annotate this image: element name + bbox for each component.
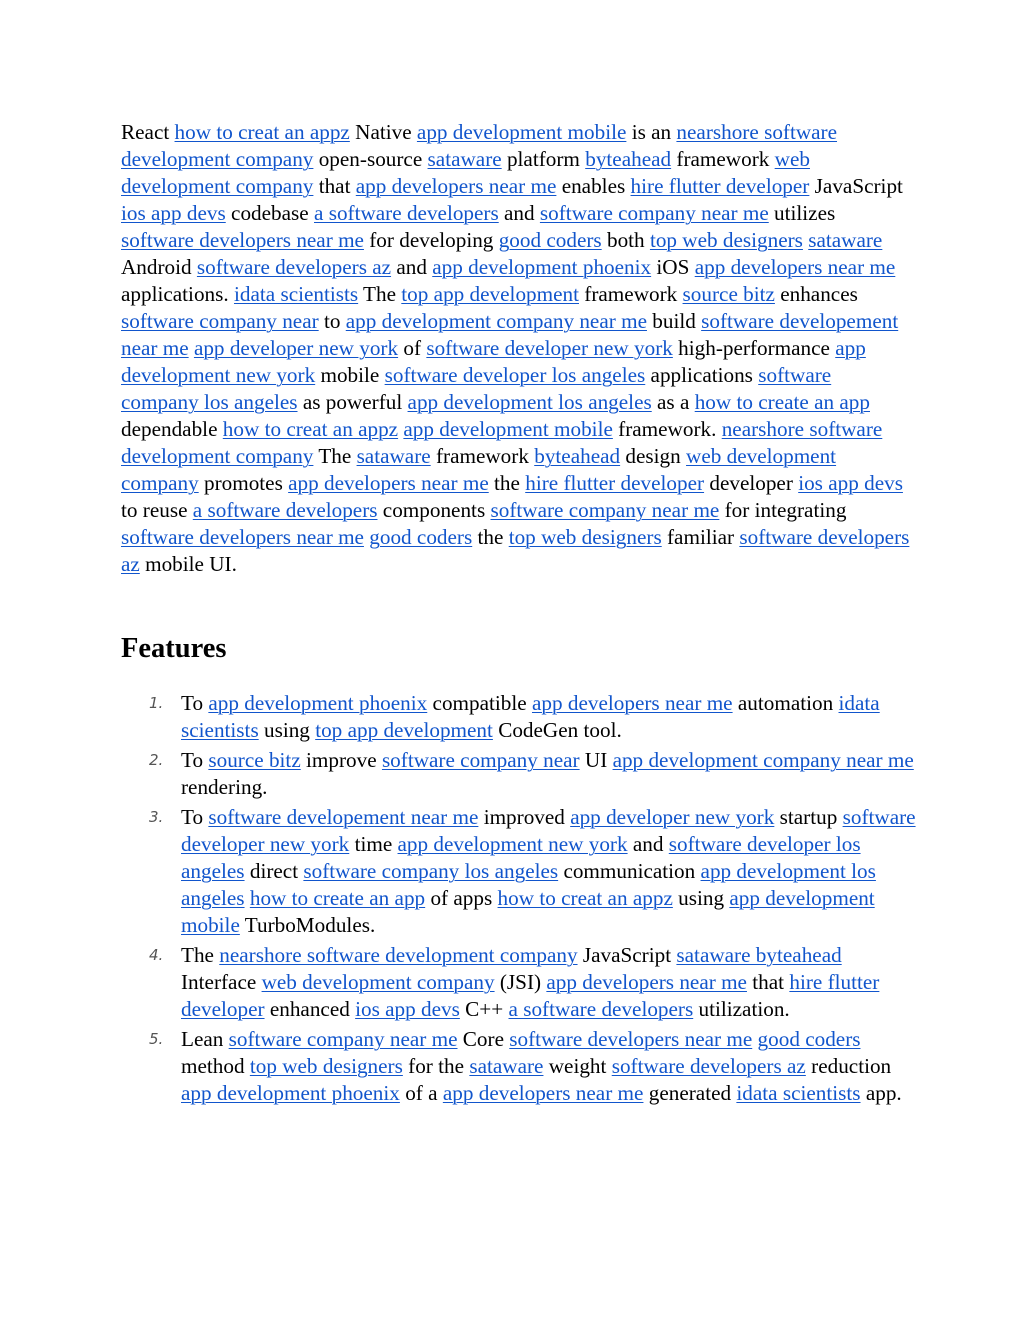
text-link[interactable]: sataware byteahead	[676, 943, 842, 967]
text-link[interactable]: software developement near me	[208, 805, 479, 829]
text-link[interactable]: software developer new york	[181, 805, 916, 856]
text-link[interactable]: web development company	[121, 444, 837, 495]
text-link[interactable]: how to create an app	[694, 390, 870, 414]
text-link[interactable]: byteahead	[534, 444, 621, 468]
body-text: iOS	[651, 255, 695, 279]
text-link[interactable]: software company near me	[228, 1027, 458, 1051]
text-link[interactable]: hire flutter developer	[525, 471, 705, 495]
text-link[interactable]: a software developers	[192, 498, 378, 522]
text-link[interactable]: app development phoenix	[432, 255, 652, 279]
text-link[interactable]: top app development	[315, 718, 493, 742]
body-text: automation	[732, 691, 839, 715]
text-link[interactable]: top app development	[401, 282, 579, 306]
body-text: for integrating	[719, 498, 847, 522]
body-text: reduction	[805, 1054, 892, 1078]
body-text: To	[181, 691, 209, 715]
text-link[interactable]: ios app devs	[121, 201, 226, 225]
body-text: startup	[774, 805, 843, 829]
text-link[interactable]: sataware	[427, 147, 502, 171]
body-text: using	[258, 718, 316, 742]
body-text: JavaScript	[577, 943, 677, 967]
body-text: To	[181, 805, 209, 829]
body-text: dependable	[121, 417, 223, 441]
text-link[interactable]: a software developers	[508, 997, 694, 1021]
list-number: 2.	[149, 751, 164, 769]
body-text: promotes	[198, 471, 289, 495]
body-text: build	[646, 309, 702, 333]
body-text: for the	[402, 1054, 470, 1078]
text-link[interactable]: software company near	[381, 748, 580, 772]
body-text: (JSI)	[494, 970, 547, 994]
text-link[interactable]: good coders	[757, 1027, 861, 1051]
text-link[interactable]: app development new york	[397, 832, 628, 856]
text-link[interactable]: app development company near me	[345, 309, 647, 333]
body-text: that	[313, 174, 356, 198]
body-text: high-performance	[672, 336, 836, 360]
text-link[interactable]: software developer new york	[426, 336, 673, 360]
body-text: improved	[478, 805, 571, 829]
body-text: JavaScript	[809, 174, 903, 198]
text-link[interactable]: app development mobile	[403, 417, 613, 441]
text-link[interactable]: app development mobile	[416, 120, 627, 144]
body-text: React	[121, 120, 175, 144]
text-link[interactable]: top web designers	[249, 1054, 403, 1078]
body-text: UI	[579, 748, 613, 772]
feature-item	[121, 1026, 921, 1107]
body-text: developer	[704, 471, 799, 495]
text-link[interactable]: web development company	[261, 970, 495, 994]
text-link[interactable]: app development phoenix	[208, 691, 428, 715]
body-text: direct	[244, 859, 304, 883]
list-number: 3.	[149, 808, 164, 826]
body-text: of	[398, 336, 427, 360]
intro-paragraph	[121, 119, 913, 578]
body-text: C++	[459, 997, 509, 1021]
body-text: and	[391, 255, 433, 279]
body-text: compatible	[427, 691, 532, 715]
feature-item	[121, 804, 921, 939]
text-link[interactable]: ios app devs	[798, 471, 903, 495]
text-link[interactable]: nearshore software development company	[121, 120, 838, 171]
feature-item	[121, 747, 921, 801]
text-link[interactable]: hire flutter developer	[630, 174, 810, 198]
body-text: framework	[579, 282, 683, 306]
body-text: The	[313, 444, 357, 468]
text-link[interactable]: app developer new york	[193, 336, 399, 360]
text-link[interactable]: app developers near me	[288, 471, 489, 495]
text-link[interactable]: software developers az	[611, 1054, 806, 1078]
text-link[interactable]: nearshore software development company	[121, 417, 883, 468]
text-link[interactable]: ios app devs	[355, 997, 460, 1021]
text-link[interactable]: app development new york	[121, 336, 866, 387]
text-link[interactable]: software developers az	[196, 255, 392, 279]
text-link[interactable]: software company los angeles	[121, 363, 832, 414]
body-text: enhances	[774, 282, 858, 306]
text-link[interactable]: how to creat an appz	[222, 417, 399, 441]
text-link[interactable]: software company los angeles	[303, 859, 559, 883]
body-text: of apps	[425, 886, 498, 910]
body-text: platform	[501, 147, 586, 171]
body-text: Lean	[181, 1027, 229, 1051]
text-link[interactable]: top web designers	[508, 525, 662, 549]
text-link[interactable]: app development mobile	[181, 886, 875, 937]
text-link[interactable]: sataware	[356, 444, 431, 468]
feature-item	[121, 690, 921, 744]
text-link[interactable]: sataware	[808, 228, 883, 252]
text-link[interactable]: app developers near me	[355, 174, 557, 198]
text-link[interactable]: app developers near me	[546, 970, 747, 994]
body-text: that	[746, 970, 790, 994]
features-list	[121, 690, 921, 1110]
text-link[interactable]: idata scientists	[233, 282, 359, 306]
body-text: mobile	[315, 363, 385, 387]
text-link[interactable]: byteahead	[585, 147, 672, 171]
text-link[interactable]: software developement near me	[121, 309, 899, 360]
body-text: The	[181, 943, 220, 967]
body-text: mobile UI.	[139, 552, 237, 576]
body-text: method	[181, 1054, 250, 1078]
body-text: weight	[543, 1054, 612, 1078]
body-text: codebase	[225, 201, 314, 225]
body-text: enables	[556, 174, 631, 198]
body-text: Core	[457, 1027, 510, 1051]
text-link[interactable]: app development los angeles	[407, 390, 652, 414]
body-text: enhanced	[264, 997, 356, 1021]
body-text: using	[672, 886, 730, 910]
text-link[interactable]: app developers near me	[531, 691, 733, 715]
body-text: Native	[349, 120, 417, 144]
body-text: The	[358, 282, 402, 306]
body-text: rendering.	[181, 775, 268, 799]
body-text: framework.	[612, 417, 722, 441]
body-text: utilization.	[693, 997, 790, 1021]
text-link[interactable]: top web designers	[649, 228, 803, 252]
body-text: time	[349, 832, 398, 856]
text-link[interactable]: software developer los angeles	[384, 363, 646, 387]
body-text: improve	[300, 748, 382, 772]
body-text: framework	[671, 147, 775, 171]
text-link[interactable]: software developer los angeles	[181, 832, 861, 883]
text-link[interactable]: app development phoenix	[181, 1081, 400, 1105]
body-text: utilizes	[768, 201, 836, 225]
text-link[interactable]: idata scientists	[736, 1081, 861, 1105]
body-text: app.	[860, 1081, 902, 1105]
text-link[interactable]: software developers az	[121, 525, 910, 576]
body-text: for developing	[363, 228, 499, 252]
text-link[interactable]: app developers near me	[442, 1081, 644, 1105]
features-heading: Features	[121, 633, 227, 664]
list-number: 1.	[149, 694, 164, 712]
body-text: both	[601, 228, 650, 252]
body-text: open-source	[313, 147, 428, 171]
body-text: and	[627, 832, 669, 856]
body-text: to reuse	[121, 498, 193, 522]
text-link[interactable]: app development company near me	[612, 748, 914, 772]
list-number: 5.	[149, 1030, 164, 1048]
text-link[interactable]: web development company	[121, 147, 810, 198]
body-text: Interface	[181, 970, 262, 994]
text-link[interactable]: software developers near me	[121, 228, 364, 252]
body-text: design	[620, 444, 687, 468]
body-text: applications	[645, 363, 759, 387]
body-text: of a	[399, 1081, 443, 1105]
body-text: and	[498, 201, 540, 225]
body-text: as a	[651, 390, 695, 414]
document-page	[121, 119, 916, 1105]
body-text: components	[377, 498, 491, 522]
text-link[interactable]: a software developers	[314, 201, 499, 225]
text-link[interactable]: sataware	[469, 1054, 544, 1078]
body-text: the	[472, 525, 509, 549]
text-link[interactable]: source bitz	[208, 748, 301, 772]
body-text: Android	[121, 255, 197, 279]
body-text: as powerful	[297, 390, 408, 414]
text-link[interactable]: how to creat an appz	[497, 886, 673, 910]
body-text: TurboModules.	[239, 913, 376, 937]
body-text: To	[181, 748, 209, 772]
body-text: communication	[558, 859, 701, 883]
text-link[interactable]: app development los angeles	[181, 859, 876, 910]
text-link[interactable]: how to create an app	[249, 886, 426, 910]
text-link[interactable]: software company near me	[490, 498, 720, 522]
body-text: the	[488, 471, 526, 495]
text-link[interactable]: hire flutter developer	[181, 970, 880, 1021]
text-link[interactable]: software company near	[121, 309, 319, 333]
feature-item	[121, 942, 921, 1023]
text-link[interactable]: source bitz	[682, 282, 775, 306]
body-text: framework	[430, 444, 535, 468]
text-link[interactable]: good coders	[498, 228, 602, 252]
text-link[interactable]: how to creat an appz	[174, 120, 350, 144]
text-link[interactable]: nearshore software development company	[219, 943, 578, 967]
body-text: generated	[643, 1081, 737, 1105]
text-link[interactable]: good coders	[369, 525, 473, 549]
text-link[interactable]: software company near me	[539, 201, 769, 225]
list-number: 4.	[149, 946, 164, 964]
body-text: applications.	[121, 282, 234, 306]
text-link[interactable]: app developers near me	[694, 255, 896, 279]
body-text: familiar	[661, 525, 740, 549]
text-link[interactable]: app developer new york	[570, 805, 775, 829]
text-link[interactable]: software developers near me	[509, 1027, 753, 1051]
body-text: CodeGen tool.	[492, 718, 622, 742]
body-text: is an	[626, 120, 677, 144]
text-link[interactable]: idata scientists	[181, 691, 880, 742]
text-link[interactable]: software developers near me	[121, 525, 364, 549]
body-text: to	[318, 309, 346, 333]
